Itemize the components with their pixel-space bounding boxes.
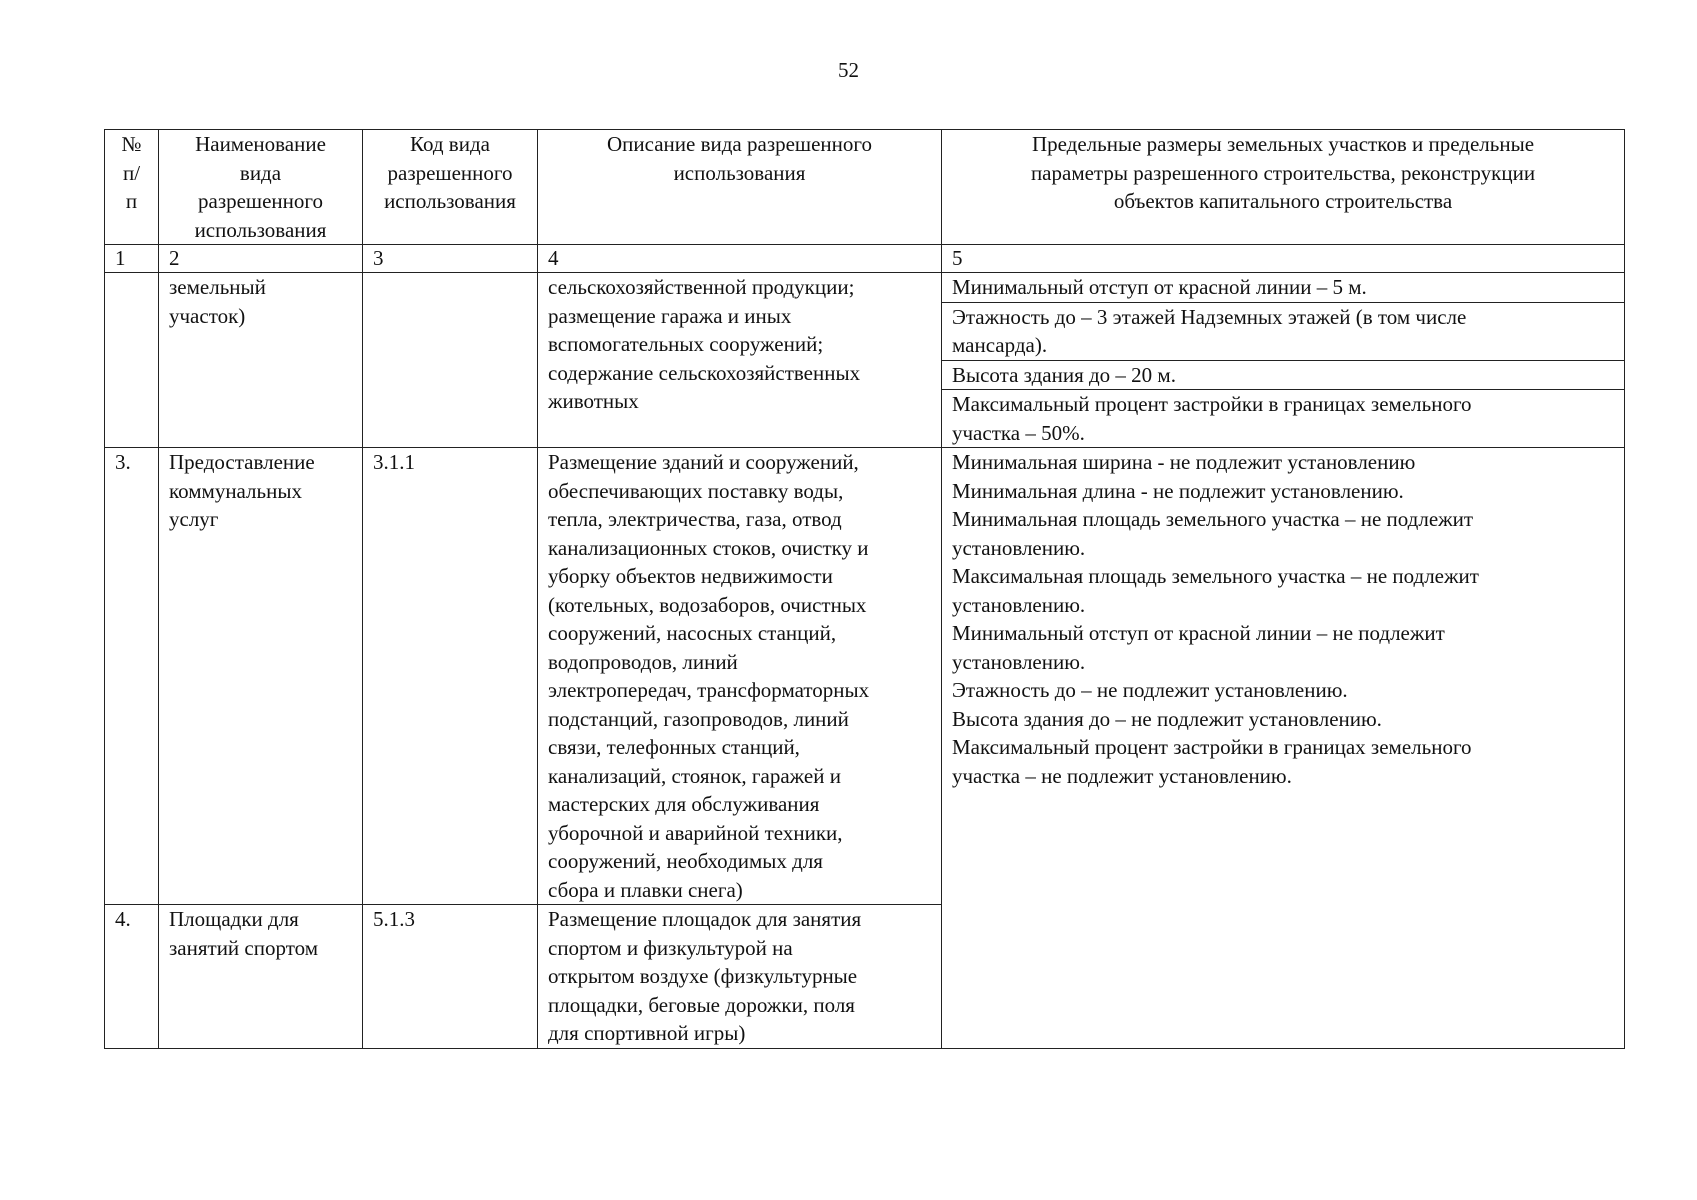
text-line: занятий спортом (169, 935, 318, 960)
text-line: обеспечивающих поставку воды, (548, 478, 844, 503)
header-code (363, 130, 538, 245)
text-line: Максимальный процент застройки в границах земельного (952, 735, 1472, 759)
text-line: мансарда). (952, 333, 1048, 357)
text-line: разрешенного (198, 189, 323, 213)
param-item (942, 390, 1624, 447)
text-line: спортом и физкультурой на (548, 935, 793, 960)
text-line: Размещение зданий и сооружений, (548, 450, 859, 474)
text-line: сооружений, насосных станций, (548, 621, 837, 645)
index-cell: 1 (105, 245, 159, 273)
row-description (538, 448, 942, 905)
text-line: электропередач, трансформаторных (548, 678, 870, 702)
page-number: 52 (838, 58, 859, 82)
row-params (942, 448, 1625, 1049)
index-cell: 5 (942, 245, 1625, 273)
row-num: 3. (105, 448, 159, 905)
text-line: п (125, 189, 138, 213)
text-line: Код вида (410, 132, 490, 156)
row-code: 5.1.3 (363, 905, 538, 1049)
index-cell: 4 (538, 245, 942, 273)
text-line: тепла, электричества, газа, отвод (548, 507, 842, 531)
text-line: подстанций, газопроводов, линий (548, 706, 849, 731)
text-line: Минимальный отступ от красной линии – 5 м. (952, 275, 1367, 299)
text-line: вспомогательных сооружений; (548, 332, 824, 356)
text-line: Минимальная ширина - не подлежит установлению (952, 450, 1416, 474)
text-line: разрешенного (387, 160, 513, 185)
row-params (942, 273, 1625, 448)
text-line: услуг (169, 507, 219, 531)
text-line: Минимальная длина - не подлежит установлению. (952, 478, 1404, 503)
text-line: Размещение площадок для занятия (548, 907, 862, 931)
text-line: коммунальных (169, 478, 302, 503)
row-num: 4. (105, 905, 159, 1049)
table-row (105, 448, 1625, 905)
index-cell: 3 (363, 245, 538, 273)
text-line: п/ (122, 160, 141, 185)
text-line: уборочной и аварийной техники, (548, 820, 843, 845)
row-name (159, 905, 363, 1049)
text-line: использования (194, 217, 327, 242)
text-line: водопроводов, линий (548, 649, 738, 674)
row-code (363, 273, 538, 448)
text-line: сооружений, необходимых для (548, 849, 823, 873)
header-num (105, 130, 159, 245)
text-line: сбора и плавки снега) (548, 877, 743, 902)
text-line: сельскохозяйственной продукции; (548, 275, 855, 299)
text-line: размещение гаража и иных (548, 303, 792, 328)
index-cell: 2 (159, 245, 363, 273)
row-name (159, 273, 363, 448)
header-description (538, 130, 942, 245)
row-code: 3.1.1 (363, 448, 538, 905)
text-line: использования (384, 189, 516, 213)
text-line: участок) (169, 303, 246, 328)
text-line: животных (548, 389, 639, 413)
text-line: канализаций, стоянок, гаражей и (548, 763, 841, 788)
param-item (942, 273, 1624, 303)
text-line: Максимальная площадь земельного участка – не подлежит (952, 564, 1479, 588)
text-line: Наименование (195, 132, 326, 156)
text-line: (котельных, водозаборов, очистных (548, 592, 867, 617)
text-line: использования (673, 160, 806, 185)
param-item (942, 361, 1624, 391)
text-line: для спортивной игры) (548, 1021, 746, 1045)
text-line: открытом воздухе (физкультурные (548, 964, 858, 988)
param-item (942, 303, 1624, 361)
text-line: № (121, 132, 142, 156)
text-line: земельный (169, 275, 266, 299)
text-line: содержание сельскохозяйственных (548, 360, 861, 385)
text-line: мастерских для обслуживания (548, 792, 820, 816)
text-line: установлению. (952, 535, 1086, 560)
text-line: Этажность до – не подлежит установлению. (952, 678, 1348, 702)
text-line: участка – 50%. (952, 420, 1085, 445)
text-line: площадки, беговые дорожки, поля (548, 992, 855, 1017)
table-row (105, 273, 1625, 448)
header-name (159, 130, 363, 245)
text-line: Максимальный процент застройки в границах земельного (952, 392, 1472, 416)
row-description (538, 273, 942, 448)
text-line: Этажность до – 3 этажей Надземных этажей (в том числе (952, 304, 1467, 329)
text-line: установлению. (952, 649, 1086, 674)
text-line: Минимальный отступ от красной линии – не подлежит (952, 621, 1445, 645)
text-line: Высота здания до – не подлежит установлению. (952, 706, 1382, 731)
text-line: канализационных стоков, очистку и (548, 535, 869, 560)
text-line: Площадки для (169, 907, 299, 931)
text-line: вида (239, 160, 282, 185)
permitted-use-table (104, 129, 1625, 1049)
row-name (159, 448, 363, 905)
table-header-row (105, 130, 1625, 245)
text-line: связи, телефонных станций, (548, 735, 800, 759)
text-line: объектов капитального строительства (1113, 189, 1453, 213)
column-index-row (105, 245, 1625, 273)
header-params (942, 130, 1625, 245)
text-line: Высота здания до – 20 м. (952, 362, 1176, 387)
text-line: Описание вида разрешенного (607, 132, 872, 156)
row-num (105, 273, 159, 448)
row-description (538, 905, 942, 1049)
text-line: Предоставление (169, 450, 315, 474)
text-line: Предельные размеры земельных участков и предельные (1031, 132, 1535, 156)
text-line: параметры разрешенного строительства, реконструкции (1030, 160, 1536, 185)
text-line: участка – не подлежит установлению. (952, 763, 1292, 788)
text-line: уборку объектов недвижимости (548, 564, 833, 588)
text-line: установлению. (952, 592, 1086, 617)
text-line: Минимальная площадь земельного участка – не подлежит (952, 507, 1474, 531)
